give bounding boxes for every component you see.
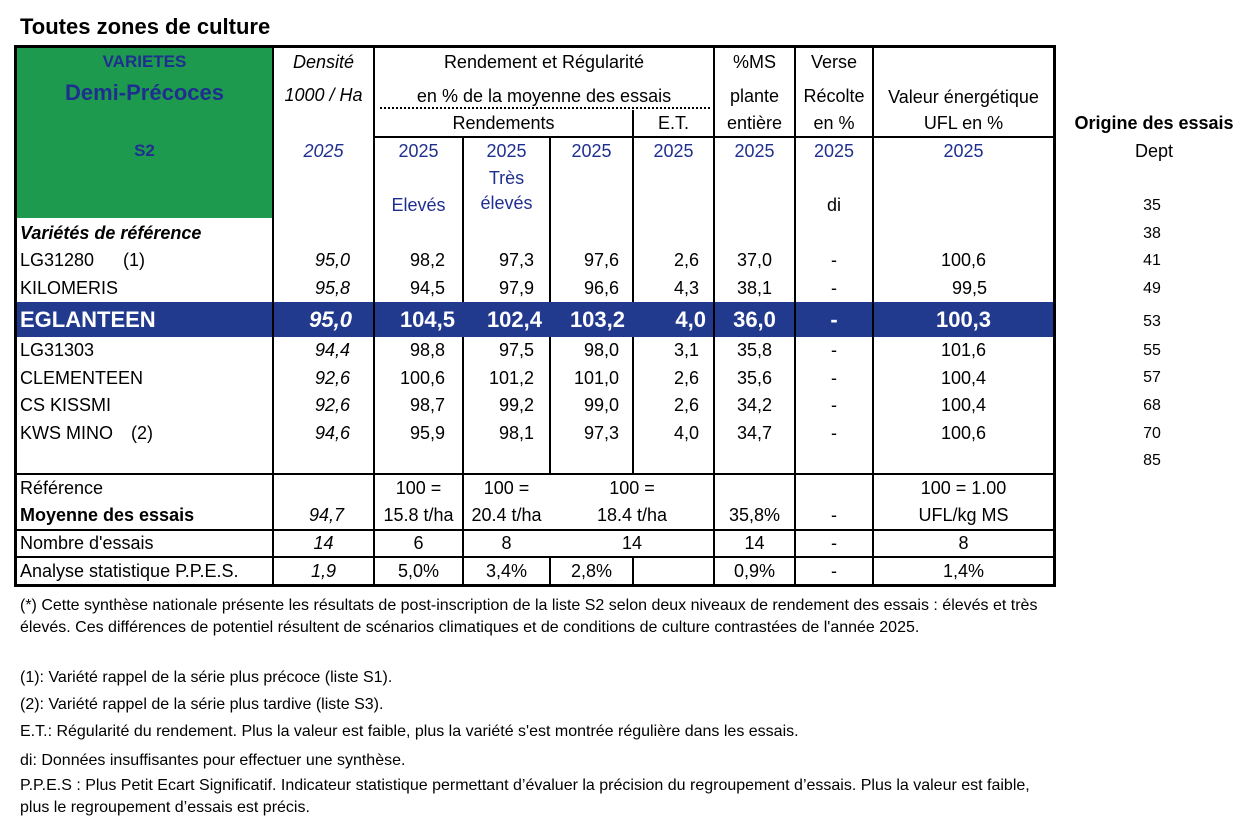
row-divider [17, 473, 1053, 475]
header-ufl-2: UFL en % [923, 113, 1004, 133]
cell-r3: 97,6 [583, 250, 619, 270]
cell-verse: - [831, 395, 837, 415]
cell-r1: 98,7 [409, 395, 445, 415]
summary-reference: Référence [20, 478, 104, 498]
cell-r2: 101,2 [488, 368, 534, 388]
cell-r2: 97,5 [498, 340, 534, 360]
cell-r3: 99,0 [583, 395, 619, 415]
variety-name: CS KISSMI [20, 395, 112, 415]
dept-value: 55 [1143, 342, 1161, 359]
summary-ref-r3: 100 = [609, 478, 655, 498]
header-varietes: VARIETES [102, 52, 187, 71]
cell-densite: 92,6 [314, 395, 350, 415]
page-title: Toutes zones de culture [20, 14, 271, 39]
cell-et: 4,3 [673, 278, 699, 298]
cell-r1: 104,5 [399, 307, 455, 332]
year-r3: 2025 [571, 141, 612, 161]
dept-value: 49 [1143, 280, 1161, 297]
cell-r1: 98,8 [409, 340, 445, 360]
footnote-di: di: Données insuffisantes pour effectuer une synthèse. [20, 752, 406, 769]
nombre-r3: 14 [621, 533, 643, 553]
cell-verse: - [831, 368, 837, 388]
row-divider [373, 136, 1053, 138]
cell-et: 4,0 [675, 307, 706, 332]
dept-value: 57 [1143, 369, 1161, 386]
cell-r3: 101,0 [573, 368, 619, 388]
cell-et: 2,6 [673, 250, 699, 270]
dept-value: 35 [1143, 197, 1161, 214]
header-ufl-1: Valeur énergétique [888, 87, 1039, 107]
analyse-r3: 2,8% [570, 561, 613, 581]
cell-ms: 38,1 [736, 278, 773, 298]
cell-et: 2,6 [673, 395, 699, 415]
header-rendements: Rendements [452, 113, 555, 133]
footnote-2: (2): Variété rappel de la série plus tardive (liste S3). [20, 696, 384, 713]
analyse-densite: 1,9 [310, 561, 337, 581]
header-pct-moyenne: en % de la moyenne des essais [416, 86, 672, 106]
cell-ufl: 100,6 [940, 250, 987, 270]
cell-r1: 100,6 [399, 368, 445, 388]
variety-name-highlight: EGLANTEEN [20, 307, 156, 332]
year-et: 2025 [653, 141, 694, 161]
nombre-ms: 14 [744, 533, 765, 553]
cell-ms: 37,0 [736, 250, 773, 270]
cell-densite: 94,4 [314, 340, 350, 360]
summary-moy-densite: 94,7 [308, 505, 344, 525]
cell-densite: 95,8 [314, 278, 350, 298]
cell-et: 4,0 [673, 423, 699, 443]
cell-ms: 36,0 [733, 307, 776, 332]
analyse-verse: - [831, 561, 837, 581]
variety-name: LG31280 [20, 250, 95, 270]
cell-ufl: 100,3 [935, 307, 992, 332]
dept-value: 68 [1143, 397, 1161, 414]
variety-name: KILOMERIS [20, 278, 119, 298]
header-ms-1: %MS [732, 52, 776, 72]
summary-ufl-ref: 100 = 1.00 [920, 478, 1007, 498]
year-r1: 2025 [398, 141, 439, 161]
variety-name: KWS MINO [20, 423, 113, 443]
header-origine: Origine des essais [1074, 113, 1234, 133]
summary-ref-r2: 100 = [483, 478, 530, 498]
header-ms-2: plante [729, 86, 780, 106]
cell-r2: 102,4 [486, 307, 542, 332]
year-densite: 2025 [303, 141, 344, 161]
header-dept: Dept [1134, 141, 1174, 161]
label-eleves: Elevés [391, 195, 446, 215]
cell-ufl: 100,4 [940, 368, 987, 388]
cell-densite: 94,6 [314, 423, 350, 443]
cell-r3: 103,2 [569, 307, 625, 332]
cell-densite: 92,6 [314, 368, 350, 388]
dept-value: 53 [1143, 313, 1161, 330]
ref-title: Variétés de référence [20, 223, 202, 243]
header-verse-2: Récolte [803, 86, 865, 106]
cell-ms: 34,7 [736, 423, 773, 443]
cell-ufl: 100,6 [940, 423, 987, 443]
label-tres: Très [488, 168, 525, 188]
row-divider [17, 556, 1053, 558]
footnote-ppes: P.P.E.S : Plus Petit Ecart Significatif. Indicateur statistique permettant d’évaluer la précision du regroupement d’essais. Plus la valeur est faible, plus le regroupement d’essais est précis. [20, 777, 1030, 816]
year-r2: 2025 [486, 141, 527, 161]
summary-moyenne: Moyenne des essais [20, 505, 195, 525]
cell-r3: 98,0 [583, 340, 619, 360]
summary-ufl-unit: UFL/kg MS [918, 505, 1009, 525]
nombre-densite: 14 [313, 533, 334, 553]
cell-r1: 98,2 [409, 250, 445, 270]
variety-note: (2) [131, 423, 153, 443]
cell-r3: 96,6 [583, 278, 619, 298]
col-divider [632, 557, 634, 585]
summary-ref-r1: 100 = [395, 478, 442, 498]
cell-ms: 35,8 [736, 340, 773, 360]
dept-value: 41 [1143, 252, 1161, 269]
cell-verse: - [831, 250, 837, 270]
summary-ref-r2-value: 20.4 t/ha [471, 505, 542, 525]
analyse-r2: 3,4% [485, 561, 528, 581]
dept-value: 70 [1143, 425, 1161, 442]
cell-verse: - [831, 278, 837, 298]
summary-moy-verse: - [831, 505, 837, 525]
cell-densite: 95,0 [314, 250, 350, 270]
cell-et: 3,1 [673, 340, 699, 360]
cell-ufl: 101,6 [940, 340, 987, 360]
variety-name: CLEMENTEEN [20, 368, 144, 388]
nombre-ufl: 8 [958, 533, 969, 553]
cell-r1: 95,9 [409, 423, 445, 443]
summary-ref-r3-value: 18.4 t/ha [596, 505, 668, 525]
cell-et: 2,6 [673, 368, 699, 388]
dotted-divider [380, 107, 710, 109]
summary-moy-ms: 35,8% [728, 505, 781, 525]
year-verse: 2025 [813, 141, 855, 161]
cell-ms: 34,2 [736, 395, 773, 415]
nombre-verse: - [831, 533, 837, 553]
dept-value: 38 [1143, 225, 1161, 242]
header-et: E.T. [657, 113, 689, 133]
header-densite: Densité [292, 52, 355, 72]
cell-r2: 99,2 [498, 395, 534, 415]
footnote-et: E.T.: Régularité du rendement. Plus la valeur est faible, plus la variété s'est montrée régulière dans les essais. [20, 723, 799, 740]
header-verse-3: en % [813, 113, 855, 133]
cell-verse: - [830, 307, 838, 332]
analyse-ms: 0,9% [733, 561, 776, 581]
header-verse-1: Verse [810, 52, 858, 72]
variety-name: LG31303 [20, 340, 95, 360]
cell-r2: 97,9 [498, 278, 534, 298]
col-divider [632, 110, 634, 302]
cell-verse: - [831, 340, 837, 360]
cell-ufl: 99,5 [951, 278, 988, 298]
cell-verse: - [831, 423, 837, 443]
header-s2: S2 [134, 141, 155, 160]
label-di: di [826, 195, 841, 215]
cell-densite: 95,0 [309, 307, 352, 332]
header-ms-3: entière [726, 113, 783, 133]
cell-ufl: 100,4 [940, 395, 987, 415]
footnote-1: (1): Variété rappel de la série plus précoce (liste S1). [20, 669, 393, 686]
dept-value: 85 [1143, 452, 1161, 469]
cell-r3: 97,3 [583, 423, 619, 443]
header-densite-unit: 1000 / Ha [284, 85, 363, 105]
label-eleves-2: élevés [480, 193, 533, 213]
row-divider [17, 529, 1053, 531]
footnote-synthese: (*) Cette synthèse nationale présente les résultats de post-inscription de la liste S2 selon deux niveaux de rendement des essais : élevés et très élevés. Ces différences de potentiel résultent de scénarios climatiques et de conditions de culture contrastées de l'année 2025. [20, 597, 1038, 636]
cell-ms: 35,6 [736, 368, 773, 388]
summary-analyse: Analyse statistique P.P.E.S. [20, 561, 239, 581]
cell-r2: 97,3 [498, 250, 534, 270]
cell-r2: 98,1 [498, 423, 534, 443]
header-demi-precoces: Demi-Précoces [65, 80, 224, 105]
year-ms: 2025 [734, 141, 775, 161]
year-ufl: 2025 [943, 141, 984, 161]
cell-r1: 94,5 [409, 278, 445, 298]
summary-ref-r1-value: 15.8 t/ha [383, 505, 454, 525]
nombre-r2: 8 [501, 533, 512, 553]
analyse-r1: 5,0% [397, 561, 440, 581]
header-rendement-regularite: Rendement et Régularité [443, 52, 645, 72]
nombre-r1: 6 [413, 533, 424, 553]
variety-note: (1) [123, 250, 145, 270]
analyse-ufl: 1,4% [942, 561, 985, 581]
summary-nombre: Nombre d'essais [20, 533, 154, 553]
